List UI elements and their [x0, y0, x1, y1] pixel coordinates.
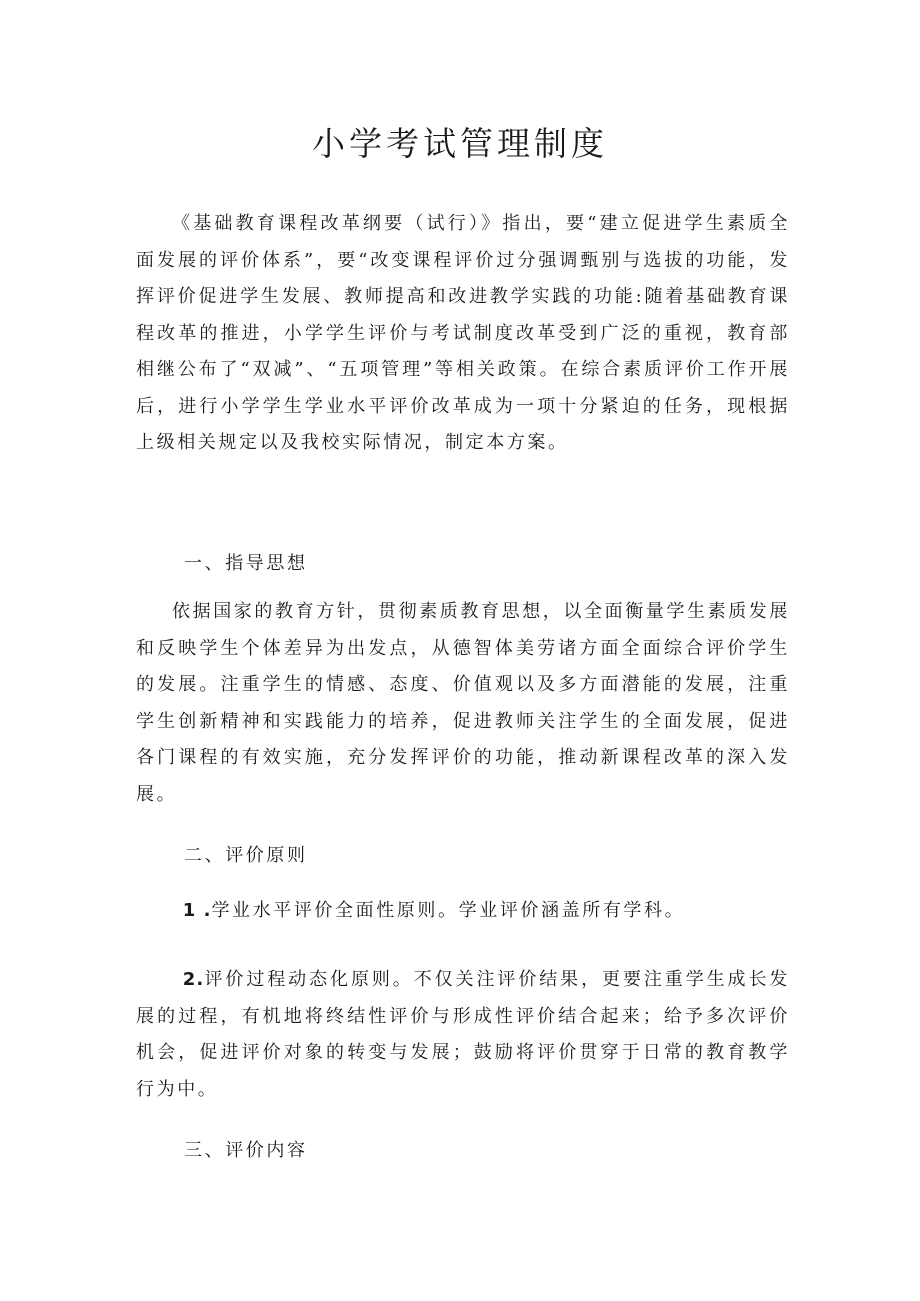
section-3-heading: 三、评价内容: [184, 1140, 308, 1161]
principle-item-2-text: 评价过程动态化原则。不仅关注评价结果，更要注重学生成长发展的过程，有机地将终结性评价与形成性评价结合起来；给予多次评价机会，促进评价对象的转变与发展；鼓励将评价贯穿于日常的教育教学行为中。: [136, 969, 790, 1100]
principle-item-1-number: 1 .: [182, 900, 212, 921]
principle-item-2-number: 2.: [182, 969, 205, 990]
intro-paragraph: 《基础教育课程改革纲要（试行）》指出，要“建立促进学生素质全面发展的评价体系”，要“改变课程评价过分强调甄别与选拔的功能，发挥评价促进学生发展、教师提高和改进教学实践的功能:随着基础教育课程改革的推进，小学学生评价与考试制度改革受到广泛的重视，教育部相继公布了“双减”、“五项管理”等相关政策。在综合素质评价工作开展后，进行小学学生学业水平评价改革成为一项十分紧迫的任务，现根据上级相关规定以及我校实际情况，制定本方案。: [136, 213, 790, 453]
section-1-heading: 一、指导思想: [184, 553, 308, 574]
section-2-heading: 二、评价原则: [184, 845, 308, 866]
section-1-body: 依据国家的教育方针，贯彻素质教育思想，以全面衡量学生素质发展和反映学生个体差异为出发点，从德智体美劳诸方面全面综合评价学生的发展。注重学生的情感、态度、价值观以及多方面潜能的发展，注重学生创新精神和实践能力的培养，促进教师关注学生的全面发展，促进各门课程的有效实施，充分发挥评价的功能，推动新课程改革的深入发展。: [136, 601, 790, 805]
document-title: 小学考试管理制度: [312, 124, 608, 163]
principle-item-2: [136, 962, 790, 1108]
principle-item-1: [136, 893, 790, 930]
principle-item-1-text: 学业水平评价全面性原则。学业评价涵盖所有学科。: [211, 900, 686, 921]
